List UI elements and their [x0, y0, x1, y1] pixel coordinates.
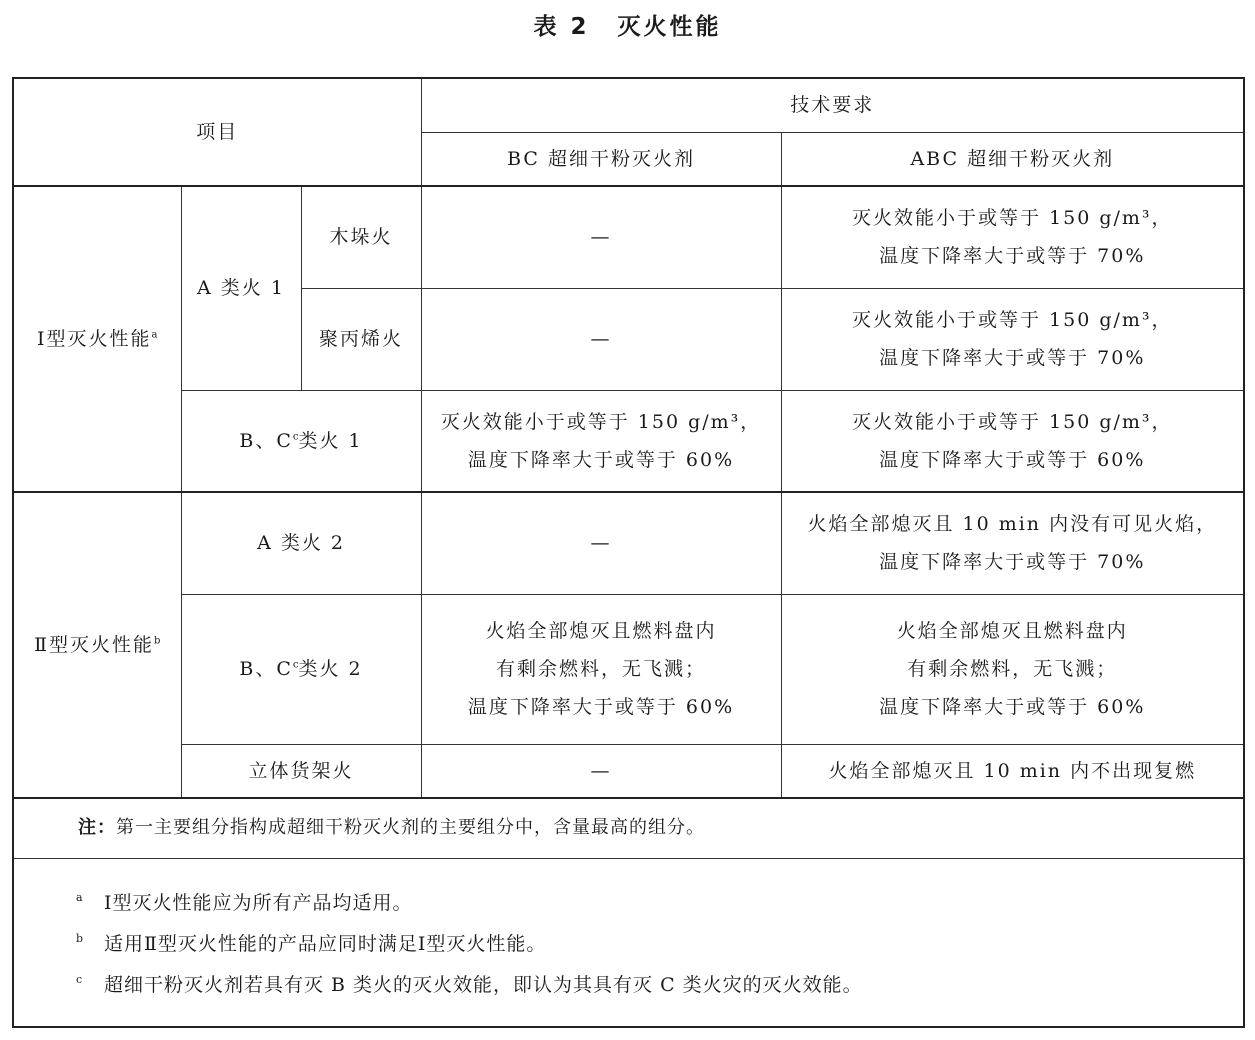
header-item: 项目 [13, 78, 421, 186]
type2-rack-bc: — [421, 744, 781, 798]
footnote-c: c 超细干粉灭火剂若具有灭 B 类火的灭火效能，即认为其具有灭 C 类火灾的灭火效能。 [76, 972, 863, 996]
header-abc: ABC 超细干粉灭火剂 [781, 132, 1244, 186]
footnote-b: b 适用Ⅱ型灭火性能的产品应同时满足Ⅰ型灭火性能。 [76, 931, 547, 955]
caption-title: 灭火性能 [617, 14, 722, 40]
type2-bc-abc: 火焰全部熄灭且燃料盘内 有剩余燃料，无飞溅； 温度下降率大于或等于 60% [781, 594, 1244, 744]
type2-rack: 立体货架火 [181, 744, 421, 798]
type2-a-fire: A 类火 2 [181, 492, 421, 594]
note-text: 第一主要组分指构成超细干粉灭火剂的主要组分中，含量最高的组分。 [116, 817, 705, 839]
type1-bc-fire: B、$C^c$类火 1 [181, 390, 421, 492]
header-bc: BC 超细干粉灭火剂 [421, 132, 781, 186]
type1-bc-bc: 灭火效能小于或等于 150 g/m³， 温度下降率大于或等于 60% [421, 390, 781, 492]
table-footnotes [13, 858, 1244, 1027]
type1-wood-abc: 灭火效能小于或等于 150 g/m³， 温度下降率大于或等于 70% [781, 186, 1244, 288]
table-caption [0, 8, 1255, 41]
fire-performance-table [12, 77, 1245, 1028]
header-tech: 技术要求 [421, 78, 1244, 132]
type2-bc-bc: 火焰全部熄灭且燃料盘内 有剩余燃料，无飞溅； 温度下降率大于或等于 60% [421, 594, 781, 744]
type1-pp-bc: — [421, 288, 781, 390]
type2-bc-fire: B、$C^c$类火 2 [181, 594, 421, 744]
type2-a-bc: — [421, 492, 781, 594]
caption-number: 表 2 [533, 14, 590, 40]
table-note [13, 798, 1244, 858]
type1-bc-abc: 灭火效能小于或等于 150 g/m³， 温度下降率大于或等于 60% [781, 390, 1244, 492]
footnote-a: a Ⅰ型灭火性能应为所有产品均适用。 [76, 890, 413, 914]
type2-a-abc: 火焰全部熄灭且 10 min 内没有可见火焰， 温度下降率大于或等于 70% [781, 492, 1244, 594]
type1-pp: 聚丙烯火 [301, 288, 421, 390]
type1-pp-abc: 灭火效能小于或等于 150 g/m³， 温度下降率大于或等于 70% [781, 288, 1244, 390]
note-label: 注： [78, 817, 116, 839]
type2-label: Ⅱ型灭火性能$^b$ [13, 492, 181, 798]
type1-wood: 木垛火 [301, 186, 421, 288]
type1-label: Ⅰ型灭火性能$^a$ [13, 186, 181, 492]
type1-wood-bc: — [421, 186, 781, 288]
type2-rack-abc: 火焰全部熄灭且 10 min 内不出现复燃 [781, 744, 1244, 798]
type1-a-fire: A 类火 1 [181, 186, 301, 390]
